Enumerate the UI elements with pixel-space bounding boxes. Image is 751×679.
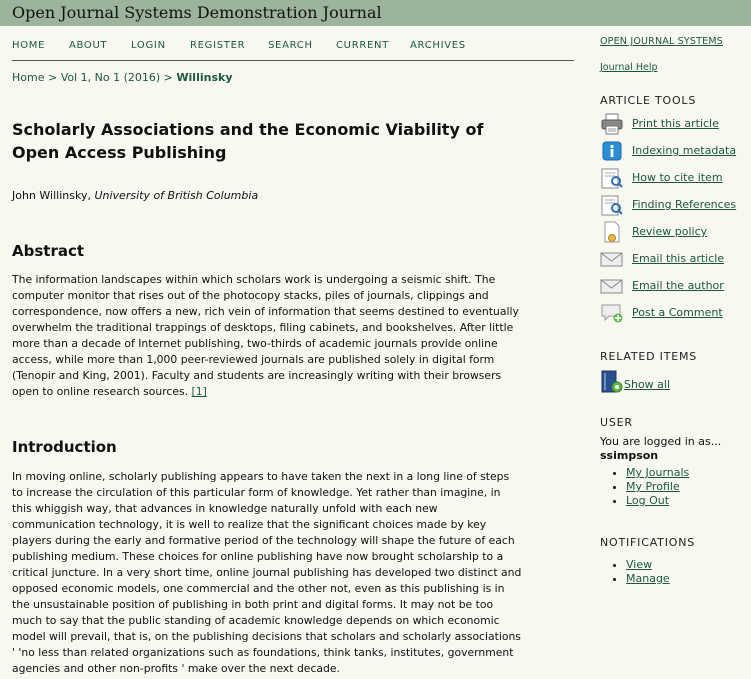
view-notifications-link[interactable]: View (626, 558, 653, 571)
nav-current[interactable]: CURRENT (336, 40, 390, 51)
breadcrumb-separator: > (160, 71, 177, 84)
nav-about[interactable]: ABOUT (69, 40, 108, 51)
nav-login[interactable]: LOGIN (131, 40, 166, 51)
cite-icon (600, 167, 624, 189)
indexing-metadata-link[interactable]: Indexing metadata (632, 144, 737, 157)
manage-notifications-link[interactable]: Manage (626, 572, 670, 585)
related-books-icon (600, 370, 624, 394)
tool-cite (600, 167, 750, 191)
list-item (626, 466, 689, 480)
nav-register[interactable]: REGISTER (190, 40, 246, 51)
article-author (12, 189, 258, 202)
breadcrumb-current[interactable]: Willinsky (176, 71, 233, 84)
finding-references-link[interactable]: Finding References (632, 198, 737, 211)
logged-in-text: You are logged in as... (600, 435, 722, 448)
list-item (626, 494, 689, 508)
breadcrumb-separator: > (44, 71, 61, 84)
tool-email-author (600, 275, 750, 299)
info-icon (600, 140, 624, 162)
journal-help-link[interactable]: Journal Help (600, 62, 658, 73)
tool-email-article (600, 248, 750, 272)
my-journals-link[interactable]: My Journals (626, 466, 690, 479)
tool-post-comment (600, 302, 750, 326)
author-affiliation: University of British Columbia (94, 189, 259, 202)
notification-links (600, 558, 670, 586)
breadcrumb (12, 71, 233, 84)
tool-print (600, 113, 750, 137)
tool-references (600, 194, 750, 218)
ojs-link[interactable]: OPEN JOURNAL SYSTEMS (600, 36, 723, 47)
email-article-link[interactable]: Email this article (632, 252, 725, 265)
post-comment-link[interactable]: Post a Comment (632, 306, 723, 319)
email-author-link[interactable]: Email the author (632, 279, 724, 292)
main-nav (12, 40, 574, 61)
list-item (626, 572, 670, 586)
review-policy-link[interactable]: Review policy (632, 225, 708, 238)
list-item (626, 558, 670, 572)
breadcrumb-issue[interactable]: Vol 1, No 1 (2016) (60, 71, 161, 84)
envelope-icon (600, 248, 624, 270)
printer-icon (600, 113, 624, 135)
notifications-heading: NOTIFICATIONS (600, 536, 696, 549)
abstract-body: The information landscapes within which scholars work is undergoing a seismic shift. The computer monitor that rises out of the photocopy stacks, piles of journals, clippings and correspondence, now offers a new, rich vein of information that seems destined to eventually overwhelm the traditional trappings of desktops, filing cabinets, and bookshelves. After little more than a decade of Internet publishing, two-thirds of academic journals provide online access, while more than 1,000 peer-reviewed journals are published solely in digital form (Tenopir and King, 2001). Faculty and students are increasingly writing with their browsers open to online research sources. (12, 273, 519, 398)
comment-icon (600, 302, 624, 324)
article-tools-heading: ARTICLE TOOLS (600, 94, 697, 107)
related-items-heading: RELATED ITEMS (600, 350, 698, 363)
nav-search[interactable]: SEARCH (268, 40, 313, 51)
tool-indexing (600, 140, 750, 164)
related-show-all (600, 370, 750, 396)
footnote-link[interactable]: [1] (191, 385, 207, 398)
envelope-icon (600, 275, 624, 297)
my-profile-link[interactable]: My Profile (626, 480, 680, 493)
username: ssimpson (600, 449, 659, 462)
references-icon (600, 194, 624, 216)
tool-review-policy (600, 221, 750, 245)
author-name: John Willinsky, (12, 189, 95, 202)
journal-title: Open Journal Systems Demonstration Journal (12, 3, 382, 22)
show-all-link[interactable]: Show all (624, 378, 671, 391)
abstract-heading: Abstract (12, 242, 85, 260)
cite-item-link[interactable]: How to cite item (632, 171, 723, 184)
log-out-link[interactable]: Log Out (626, 494, 670, 507)
user-links (600, 466, 689, 508)
abstract-text (12, 272, 522, 400)
nav-home[interactable]: HOME (12, 40, 46, 51)
breadcrumb-home[interactable]: Home (12, 71, 45, 84)
introduction-heading: Introduction (12, 438, 117, 456)
introduction-text: In moving online, scholarly publishing appears to have taken the next in a long line of steps to increase the circulation of this particular form of knowledge. Yet rather than imagine, in this whiggish way, that advances in knowledge naturally unfold with each new communication technology, it is well to realize that the significant choices made by key players during the early and formative period of the technology will shape the future of each publishing medium. These choices for online publishing have now brought scholarship to a critical juncture. In a very short time, online journal publishing has developed two distinct and opposed economic models, one commercial and the other not, even as this publishing is in the unsustainable position of publishing in both print and digital forms. It may not be too much to say that the public standing of academic knowledge depends on which economic model will prevail, that is, on the publishing decisions that scholars and scholarly associations ' 'no less than related organizations such as foundations, think tanks, institutes, government agencies and other non-profits ' make over the next decade. (12, 470, 522, 675)
site-header (0, 0, 751, 26)
user-heading: USER (600, 416, 633, 429)
nav-archives[interactable]: ARCHIVES (410, 40, 466, 51)
list-item (626, 480, 689, 494)
policy-icon (600, 221, 624, 243)
article-title: Scholarly Associations and the Economic Viability of Open Access Publishing (12, 120, 484, 162)
print-article-link[interactable]: Print this article (632, 117, 719, 130)
